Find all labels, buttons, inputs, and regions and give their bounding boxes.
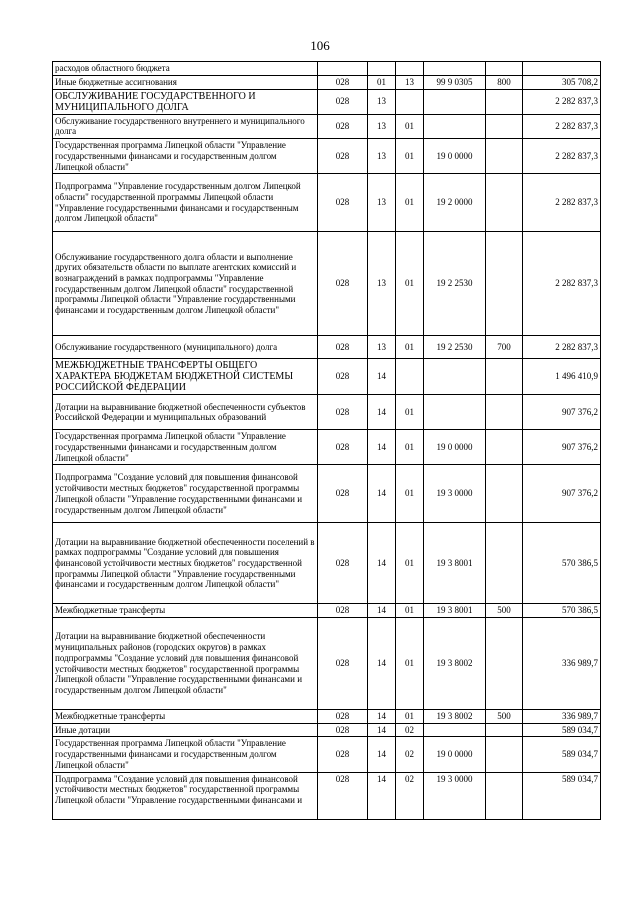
row-sum-cell: 305 708,2	[523, 75, 601, 89]
row-subsection-cell: 01	[396, 710, 424, 724]
row-ved-cell: 028	[318, 139, 368, 174]
row-name-cell: Межбюджетные трансферты	[53, 604, 318, 618]
row-sum-cell: 2 282 837,3	[523, 139, 601, 174]
row-section-cell: 14	[368, 395, 396, 430]
row-name-cell: МЕЖБЮДЖЕТНЫЕ ТРАНСФЕРТЫ ОБЩЕГО ХАРАКТЕРА БЮДЖЕТАМ БЮДЖЕТНОЙ СИСТЕМЫ РОССИЙСКОЙ ФЕДЕРАЦИИ	[53, 359, 318, 395]
row-section-cell	[368, 62, 396, 76]
row-ved-cell: 028	[318, 772, 368, 819]
table-row	[53, 139, 601, 174]
table-row	[53, 232, 601, 336]
row-target-cell	[424, 114, 486, 138]
row-sum-cell: 2 282 837,3	[523, 336, 601, 359]
row-subsection-cell: 01	[396, 114, 424, 138]
row-exptype-cell	[486, 359, 523, 395]
row-sum-cell: 1 496 410,9	[523, 359, 601, 395]
row-name-cell: Дотации на выравнивание бюджетной обеспеченности поселений в рамках подпрограммы "Создание условий для повышения финансовой устойчивости местных бюджетов" государственной программы Липецкой области "Управление государственными финансами и государственным долгом Липецкой области"	[53, 523, 318, 604]
row-target-cell	[424, 359, 486, 395]
row-name-cell: ОБСЛУЖИВАНИЕ ГОСУДАРСТВЕННОГО И МУНИЦИПАЛЬНОГО ДОЛГА	[53, 89, 318, 114]
row-exptype-cell: 500	[486, 710, 523, 724]
row-ved-cell: 028	[318, 710, 368, 724]
row-subsection-cell	[396, 359, 424, 395]
row-exptype-cell: 500	[486, 604, 523, 618]
row-name-cell: Дотации на выравнивание бюджетной обеспеченности муниципальных районов (городских округов) в рамках подпрограммы "Создание условий для повышения финансовой устойчивости местных бюджетов" государственной программы Липецкой области "Управление государственными финансами и государственным долгом Липецкой области"	[53, 618, 318, 710]
row-section-cell: 13	[368, 232, 396, 336]
row-target-cell: 19 3 8001	[424, 604, 486, 618]
row-target-cell	[424, 395, 486, 430]
row-section-cell: 13	[368, 139, 396, 174]
row-sum-cell: 2 282 837,3	[523, 114, 601, 138]
row-subsection-cell: 01	[396, 465, 424, 523]
table-row	[53, 359, 601, 395]
row-name-cell: Государственная программа Липецкой области "Управление государственными финансами и государственным долгом Липецкой области"	[53, 139, 318, 174]
row-ved-cell: 028	[318, 336, 368, 359]
row-section-cell: 14	[368, 465, 396, 523]
row-subsection-cell: 01	[396, 618, 424, 710]
row-section-cell: 14	[368, 618, 396, 710]
row-sum-cell: 907 376,2	[523, 465, 601, 523]
row-ved-cell: 028	[318, 174, 368, 232]
table-row	[53, 174, 601, 232]
row-ved-cell: 028	[318, 359, 368, 395]
row-section-cell: 13	[368, 89, 396, 114]
row-exptype-cell	[486, 618, 523, 710]
row-target-cell: 19 0 0000	[424, 737, 486, 772]
row-name-cell: Обслуживание государственного внутреннего и муниципального долга	[53, 114, 318, 138]
row-ved-cell	[318, 62, 368, 76]
table-row	[53, 723, 601, 737]
table-row	[53, 75, 601, 89]
row-ved-cell: 028	[318, 523, 368, 604]
table-row	[53, 772, 601, 819]
table-row	[53, 395, 601, 430]
row-subsection-cell: 01	[396, 604, 424, 618]
table-row	[53, 465, 601, 523]
row-sum-cell: 2 282 837,3	[523, 232, 601, 336]
row-name-cell: Обслуживание государственного (муниципального) долга	[53, 336, 318, 359]
row-target-cell: 19 0 0000	[424, 139, 486, 174]
row-target-cell	[424, 723, 486, 737]
row-ved-cell: 028	[318, 465, 368, 523]
row-ved-cell: 028	[318, 737, 368, 772]
row-name-cell: Иные бюджетные ассигнования	[53, 75, 318, 89]
row-subsection-cell: 01	[396, 174, 424, 232]
table-row	[53, 604, 601, 618]
row-subsection-cell: 01	[396, 430, 424, 465]
row-section-cell: 13	[368, 174, 396, 232]
row-exptype-cell	[486, 737, 523, 772]
row-subsection-cell: 01	[396, 523, 424, 604]
row-sum-cell: 2 282 837,3	[523, 174, 601, 232]
row-ved-cell: 028	[318, 618, 368, 710]
row-name-cell: расходов областного бюджета	[53, 62, 318, 76]
row-sum-cell: 336 989,7	[523, 710, 601, 724]
row-sum-cell: 589 034,7	[523, 772, 601, 819]
row-sum-cell: 2 282 837,3	[523, 89, 601, 114]
table-row	[53, 618, 601, 710]
row-section-cell: 14	[368, 710, 396, 724]
row-section-cell: 14	[368, 772, 396, 819]
row-target-cell: 19 3 8002	[424, 710, 486, 724]
budget-table	[52, 61, 601, 820]
row-name-cell: Иные дотации	[53, 723, 318, 737]
row-name-cell: Государственная программа Липецкой области "Управление государственными финансами и государственным долгом Липецкой области"	[53, 430, 318, 465]
row-section-cell: 14	[368, 723, 396, 737]
row-ved-cell: 028	[318, 232, 368, 336]
row-section-cell: 14	[368, 604, 396, 618]
row-name-cell: Подпрограмма "Создание условий для повышения финансовой устойчивости местных бюджетов" государственной программы Липецкой области "Управление государственными финансами и государственным долгом Липецкой области"	[53, 465, 318, 523]
row-name-cell: Государственная программа Липецкой области "Управление государственными финансами и государственным долгом Липецкой области"	[53, 737, 318, 772]
row-exptype-cell: 700	[486, 336, 523, 359]
row-subsection-cell: 01	[396, 232, 424, 336]
table-row	[53, 737, 601, 772]
row-ved-cell: 028	[318, 430, 368, 465]
row-subsection-cell: 01	[396, 139, 424, 174]
row-name-cell: Подпрограмма "Создание условий для повышения финансовой устойчивости местных бюджетов" государственной программы Липецкой области "Управление государственными финансами и	[53, 772, 318, 819]
row-target-cell: 19 2 2530	[424, 336, 486, 359]
table-row	[53, 89, 601, 114]
row-ved-cell: 028	[318, 114, 368, 138]
row-target-cell: 19 2 2530	[424, 232, 486, 336]
row-sum-cell: 907 376,2	[523, 395, 601, 430]
row-target-cell: 19 3 8002	[424, 618, 486, 710]
row-exptype-cell	[486, 772, 523, 819]
row-section-cell: 14	[368, 359, 396, 395]
table-row	[53, 710, 601, 724]
row-ved-cell: 028	[318, 75, 368, 89]
row-sum-cell: 570 386,5	[523, 604, 601, 618]
row-sum-cell	[523, 62, 601, 76]
table-row	[53, 62, 601, 76]
row-section-cell: 13	[368, 114, 396, 138]
row-section-cell: 14	[368, 430, 396, 465]
row-exptype-cell	[486, 114, 523, 138]
row-subsection-cell: 01	[396, 336, 424, 359]
row-exptype-cell	[486, 523, 523, 604]
row-section-cell: 01	[368, 75, 396, 89]
row-target-cell: 19 2 0000	[424, 174, 486, 232]
row-ved-cell: 028	[318, 395, 368, 430]
row-section-cell: 13	[368, 336, 396, 359]
row-sum-cell: 589 034,7	[523, 723, 601, 737]
row-exptype-cell	[486, 465, 523, 523]
row-exptype-cell	[486, 139, 523, 174]
row-target-cell: 19 3 8001	[424, 523, 486, 604]
row-target-cell	[424, 89, 486, 114]
row-subsection-cell: 13	[396, 75, 424, 89]
row-subsection-cell: 02	[396, 723, 424, 737]
table-row	[53, 114, 601, 138]
row-sum-cell: 589 034,7	[523, 737, 601, 772]
row-exptype-cell	[486, 174, 523, 232]
row-exptype-cell	[486, 395, 523, 430]
row-subsection-cell: 01	[396, 395, 424, 430]
row-ved-cell: 028	[318, 89, 368, 114]
page-number: 106	[310, 38, 330, 53]
row-name-cell: Дотации на выравнивание бюджетной обеспеченности субъектов Российской Федерации и муниципальных образований	[53, 395, 318, 430]
row-exptype-cell: 800	[486, 75, 523, 89]
row-name-cell: Межбюджетные трансферты	[53, 710, 318, 724]
row-name-cell: Обслуживание государственного долга области и выполнение других обязательств области по выплате агентских комиссий и вознаграждений в рамках подпрограммы "Управление государственным долгом Липецкой области" государственной программы Липецкой области "Управление государственными финансами и государственным долгом Липецкой области"	[53, 232, 318, 336]
row-name-cell: Подпрограмма "Управление государственным долгом Липецкой области" государственной программы Липецкой области "Управление государственными финансами и государственным долгом Липецкой области"	[53, 174, 318, 232]
table-row	[53, 523, 601, 604]
row-exptype-cell	[486, 232, 523, 336]
row-target-cell: 19 3 0000	[424, 465, 486, 523]
row-subsection-cell	[396, 89, 424, 114]
row-section-cell: 14	[368, 737, 396, 772]
row-subsection-cell	[396, 62, 424, 76]
row-target-cell: 19 3 0000	[424, 772, 486, 819]
row-subsection-cell: 02	[396, 737, 424, 772]
row-sum-cell: 570 386,5	[523, 523, 601, 604]
row-exptype-cell	[486, 430, 523, 465]
row-exptype-cell	[486, 62, 523, 76]
row-subsection-cell: 02	[396, 772, 424, 819]
row-target-cell: 99 9 0305	[424, 75, 486, 89]
row-exptype-cell	[486, 89, 523, 114]
table-row	[53, 336, 601, 359]
row-target-cell: 19 0 0000	[424, 430, 486, 465]
row-ved-cell: 028	[318, 604, 368, 618]
row-exptype-cell	[486, 723, 523, 737]
row-target-cell	[424, 62, 486, 76]
row-sum-cell: 907 376,2	[523, 430, 601, 465]
table-row	[53, 430, 601, 465]
row-section-cell: 14	[368, 523, 396, 604]
row-sum-cell: 336 989,7	[523, 618, 601, 710]
row-ved-cell: 028	[318, 723, 368, 737]
